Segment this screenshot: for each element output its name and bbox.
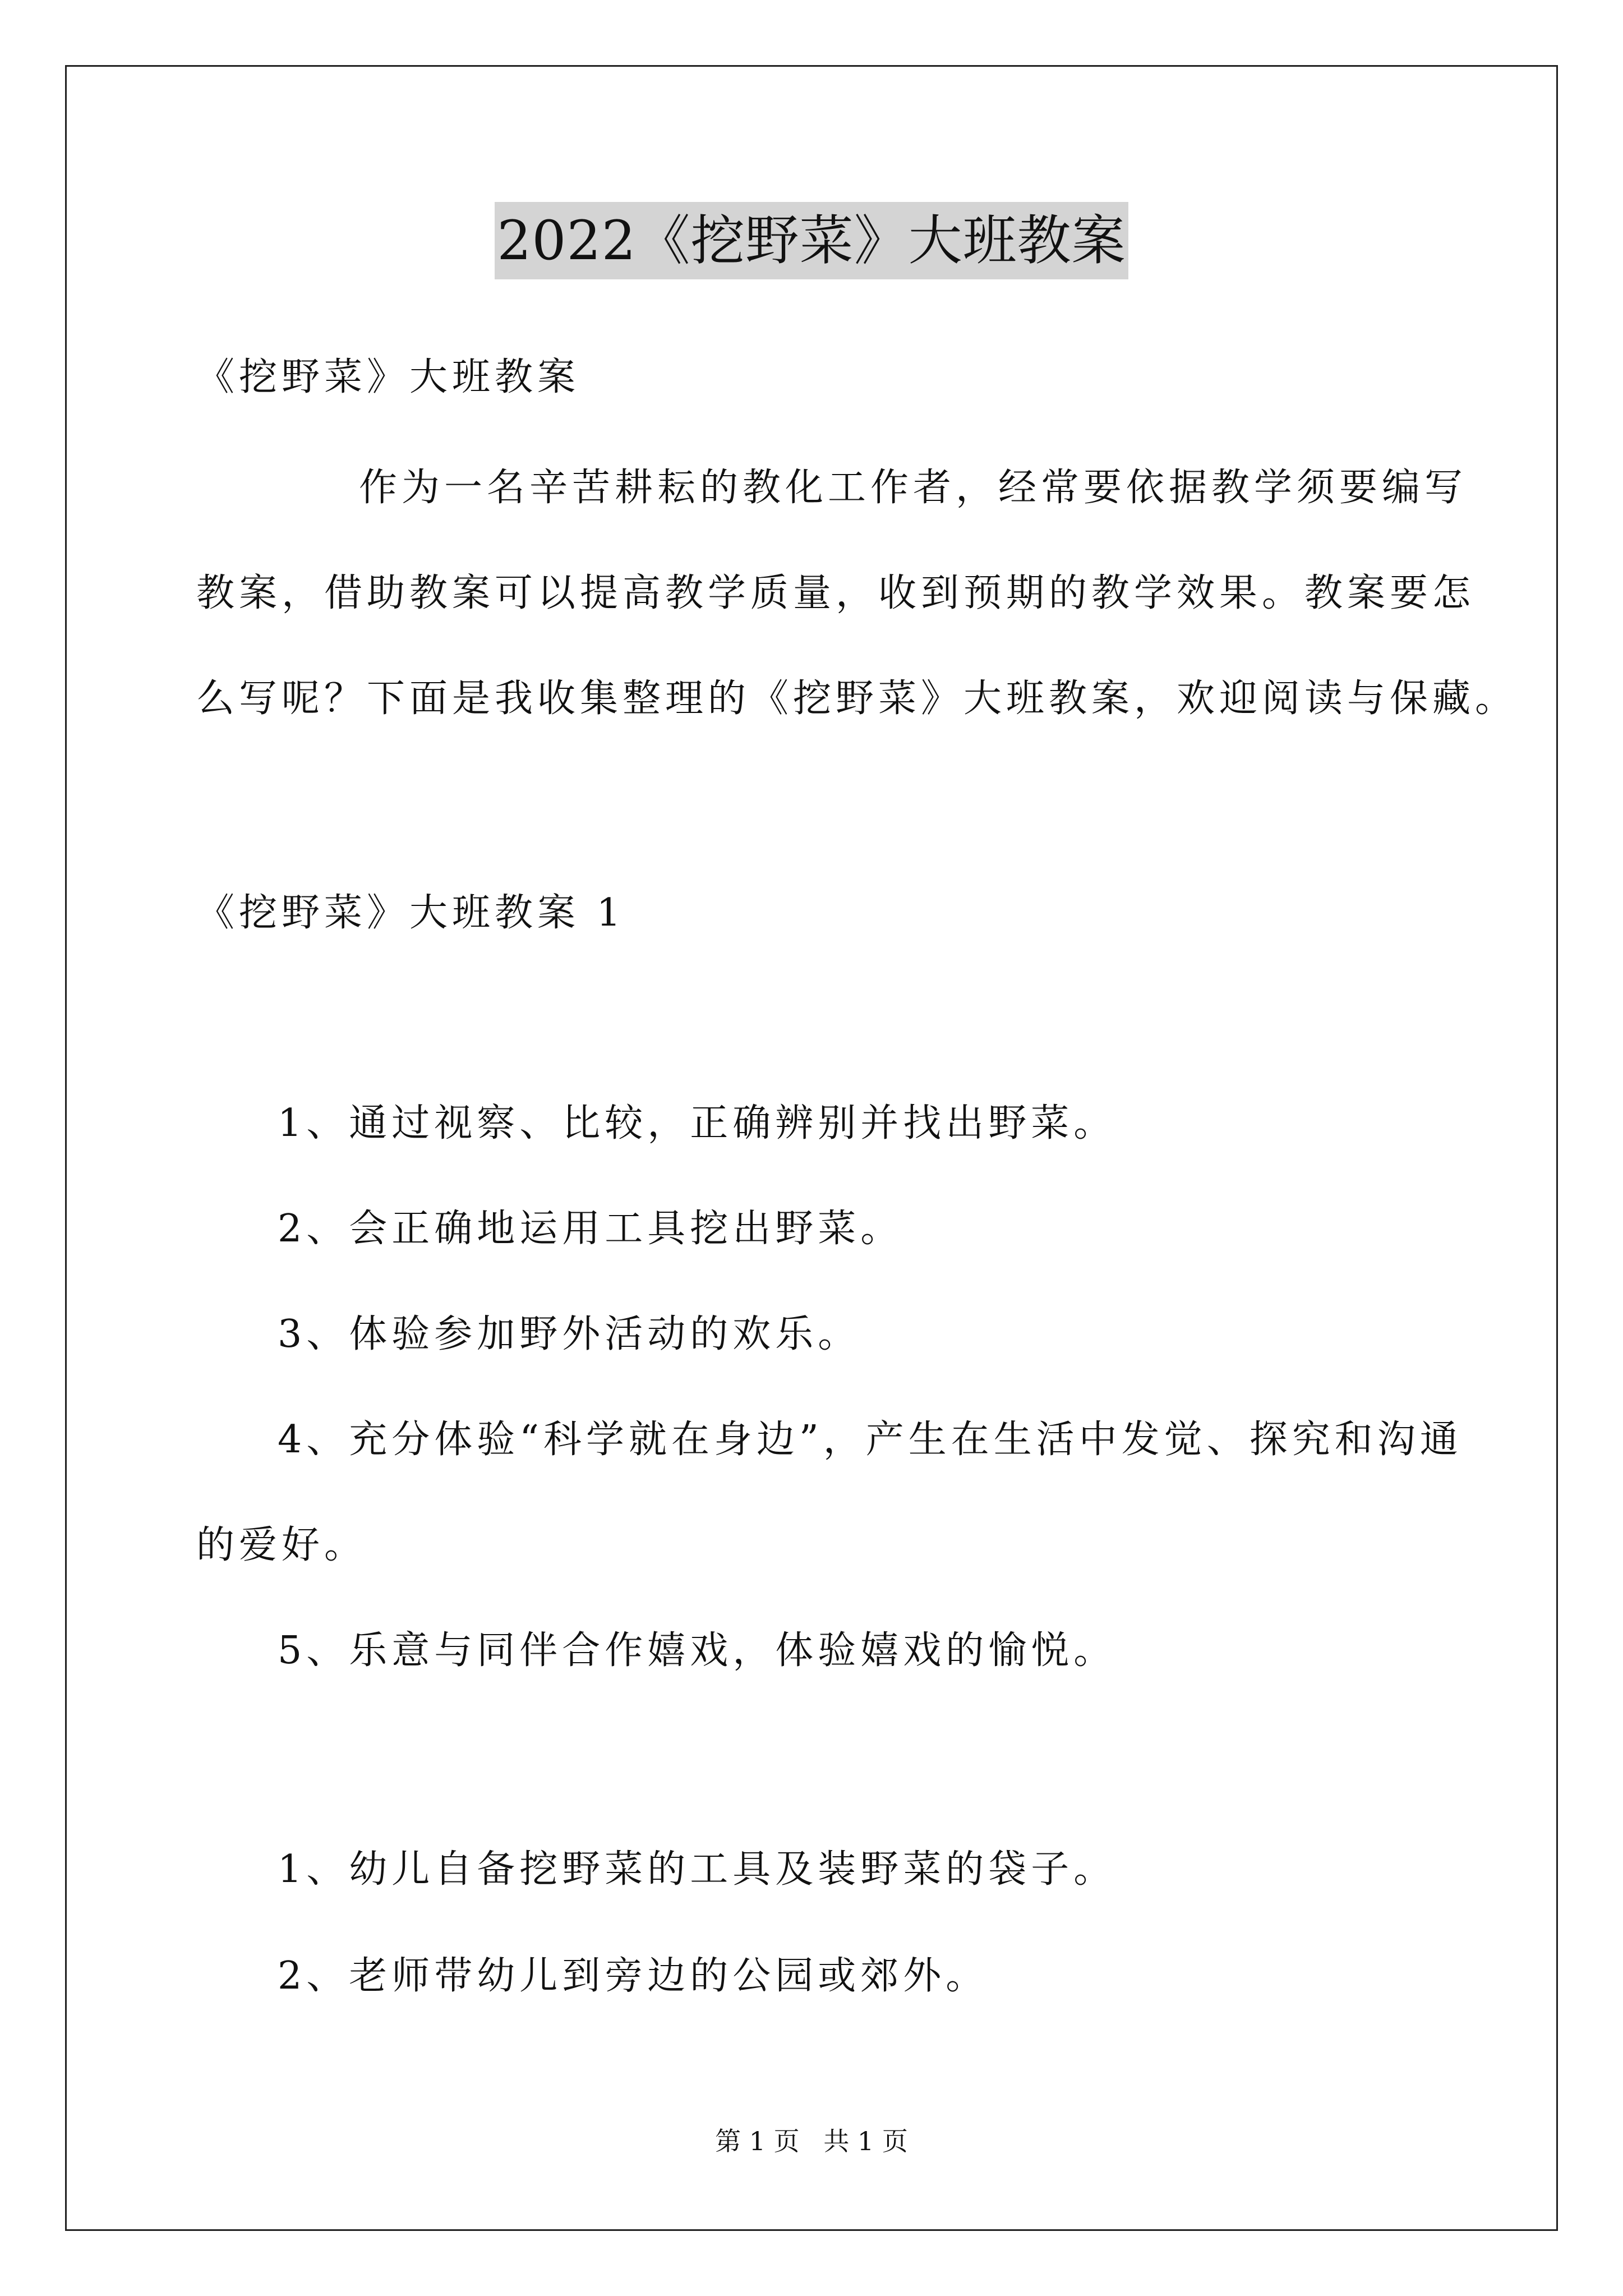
intro-line-2: 教案，借助教案可以提高教学质量，收到预期的教学效果。教案要怎 — [196, 571, 1476, 615]
document-subtitle: 《挖野菜》大班教案 — [196, 355, 580, 399]
goal-item-2: 2、会正确地运用工具挖出野菜。 — [278, 1207, 903, 1251]
intro-line-3: 么写呢？下面是我收集整理的《挖野菜》大班教案，欢迎阅读与保藏。 — [196, 677, 1518, 721]
document-title: 2022《挖野菜》大班教案 — [495, 202, 1128, 279]
title-container — [0, 202, 1623, 279]
goal-item-5: 5、乐意与同伴合作嬉戏，体验嬉戏的愉悦。 — [278, 1628, 1117, 1673]
page-total: 共 1 页 — [823, 2126, 908, 2156]
intro-line-1: 作为一名辛苦耕耘的教化工作者，经常要依据教学须要编写 — [359, 466, 1468, 510]
goal-item-4-continued: 的爱好。 — [196, 1523, 367, 1567]
prep-item-2: 2、老师带幼儿到旁边的公园或郊外。 — [278, 1954, 989, 1998]
prep-item-1: 1、幼儿自备挖野菜的工具及装野菜的袋子。 — [278, 1847, 1117, 1892]
page-number: 第 1 页 — [715, 2126, 800, 2156]
goal-item-1: 1、通过视察、比较，正确辨别并找出野菜。 — [278, 1101, 1117, 1145]
goal-item-4: 4、充分体验“科学就在身边”，产生在生活中发觉、探究和沟通 — [278, 1418, 1463, 1462]
goal-item-3: 3、体验参加野外活动的欢乐。 — [278, 1312, 861, 1356]
section-heading: 《挖野菜》大班教案 1 — [196, 891, 625, 935]
page-footer — [0, 2123, 1623, 2159]
